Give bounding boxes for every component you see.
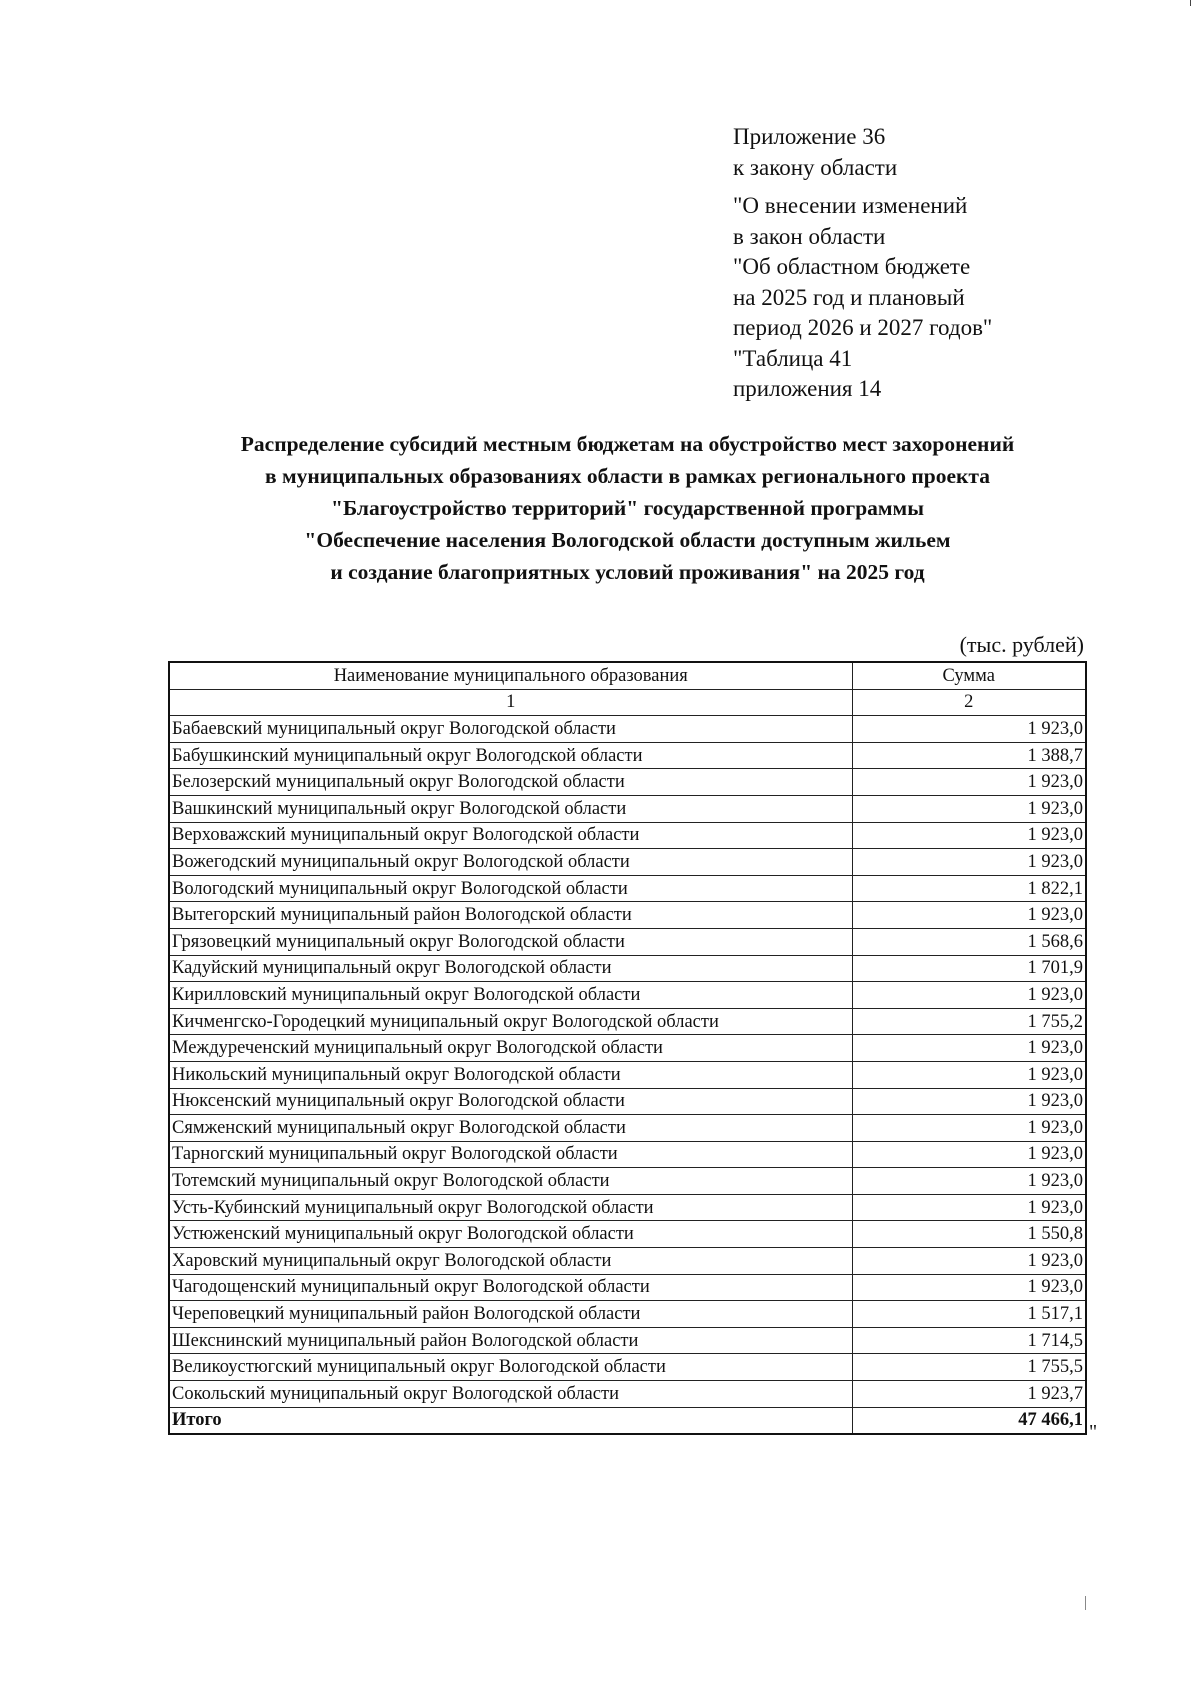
row-sum: 1 923,0 [852, 795, 1086, 822]
table-row [169, 1088, 1086, 1115]
row-name: Нюксенский муниципальный округ Вологодской области [169, 1088, 852, 1115]
table-row [169, 742, 1086, 769]
table-row [169, 1221, 1086, 1248]
column-number-2: 2 [852, 689, 1086, 716]
row-sum: 1 755,2 [852, 1008, 1086, 1035]
row-sum: 1 714,5 [852, 1327, 1086, 1354]
row-name: Устюженский муниципальный округ Вологодской области [169, 1221, 852, 1248]
title-line-1: Распределение субсидий местным бюджетам на обустройство мест захоронений [240, 432, 1015, 456]
row-name: Грязовецкий муниципальный округ Вологодской области [169, 928, 852, 955]
row-name: Сямженский муниципальный округ Вологодской области [169, 1115, 852, 1142]
row-name: Вытегорский муниципальный район Вологодской области [169, 902, 852, 929]
row-name: Кирилловский муниципальный округ Вологодской области [169, 982, 852, 1009]
table-row [169, 1168, 1086, 1195]
appendix-line-4: в закон области [733, 223, 886, 249]
appendix-line-6: на 2025 год и плановый [733, 284, 965, 310]
table-row [169, 928, 1086, 955]
row-sum: 1 550,8 [852, 1221, 1086, 1248]
appendix-line-8: "Таблица 41 [733, 345, 853, 371]
row-sum: 1 701,9 [852, 955, 1086, 982]
table-row [169, 795, 1086, 822]
table-row [169, 769, 1086, 796]
row-sum: 1 755,5 [852, 1354, 1086, 1381]
row-sum: 1 568,6 [852, 928, 1086, 955]
row-sum: 1 923,0 [852, 1194, 1086, 1221]
row-sum: 1 923,0 [852, 1035, 1086, 1062]
appendix-header [733, 122, 1113, 405]
row-name: Кичменгско-Городецкий муниципальный округ Вологодской области [169, 1008, 852, 1035]
appendix-line-5: "Об областном бюджете [733, 254, 971, 279]
table-row [169, 875, 1086, 902]
row-name: Никольский муниципальный округ Вологодской области [169, 1061, 852, 1088]
table-row [169, 902, 1086, 929]
table-row [169, 822, 1086, 849]
table-row [169, 1274, 1086, 1301]
scan-side-mark [1085, 1596, 1086, 1610]
row-name: Вашкинский муниципальный округ Вологодской области [169, 795, 852, 822]
header-sum: Сумма [852, 662, 1086, 689]
row-sum: 1 923,0 [852, 1274, 1086, 1301]
table-row [169, 1194, 1086, 1221]
scan-corner-mark [1190, 0, 1191, 6]
row-name: Сокольский муниципальный округ Вологодской области [169, 1381, 852, 1408]
total-row [169, 1407, 1086, 1434]
row-name: Вологодский муниципальный округ Вологодской области [169, 875, 852, 902]
table-row [169, 1248, 1086, 1275]
row-name: Вожегодский муниципальный округ Вологодской области [169, 849, 852, 876]
appendix-line-3: "О внесении изменений [733, 193, 968, 218]
appendix-line-7: период 2026 и 2027 годов" [733, 315, 993, 340]
table-row [169, 1301, 1086, 1328]
total-label: Итого [169, 1407, 852, 1434]
table-row [169, 1115, 1086, 1142]
appendix-line-1: Приложение 36 [733, 124, 886, 149]
table-row [169, 1381, 1086, 1408]
row-name: Чагодощенский муниципальный округ Вологодской области [169, 1274, 852, 1301]
table-row [169, 1008, 1086, 1035]
row-sum: 1 923,0 [852, 1061, 1086, 1088]
row-sum: 1 517,1 [852, 1301, 1086, 1328]
table-row [169, 716, 1086, 743]
row-name: Кадуйский муниципальный округ Вологодской области [169, 955, 852, 982]
row-sum: 1 923,0 [852, 849, 1086, 876]
title-line-4: "Обеспечение населения Вологодской области доступным жильем [304, 528, 951, 552]
column-number-1: 1 [169, 689, 852, 716]
row-sum: 1 388,7 [852, 742, 1086, 769]
table-row [169, 1035, 1086, 1062]
document-title [60, 428, 1195, 588]
row-name: Великоустюгский муниципальный округ Вологодской области [169, 1354, 852, 1381]
table-row [169, 1061, 1086, 1088]
row-name: Харовский муниципальный округ Вологодской области [169, 1248, 852, 1275]
row-sum: 1 923,0 [852, 769, 1086, 796]
table-row [169, 955, 1086, 982]
row-name: Тотемский муниципальный округ Вологодской области [169, 1168, 852, 1195]
row-sum: 1 923,0 [852, 902, 1086, 929]
row-name: Бабушкинский муниципальный округ Вологодской области [169, 742, 852, 769]
table-row [169, 849, 1086, 876]
row-sum: 1 923,0 [852, 1115, 1086, 1142]
table-row [169, 1141, 1086, 1168]
row-name: Шекснинский муниципальный район Вологодской области [169, 1327, 852, 1354]
title-line-2: в муниципальных образованиях области в рамках регионального проекта [265, 464, 990, 488]
subsidy-table [168, 661, 1087, 1435]
row-sum: 1 822,1 [852, 875, 1086, 902]
row-name: Белозерский муниципальный округ Вологодской области [169, 769, 852, 796]
header-name: Наименование муниципального образования [169, 662, 852, 689]
row-sum: 1 923,0 [852, 822, 1086, 849]
closing-quote: " [1089, 1421, 1098, 1443]
column-number-row [169, 689, 1086, 716]
row-sum: 1 923,0 [852, 1248, 1086, 1275]
appendix-line-9: приложения 14 [733, 376, 882, 401]
row-sum: 1 923,7 [852, 1381, 1086, 1408]
total-sum: 47 466,1 [852, 1407, 1086, 1434]
row-sum: 1 923,0 [852, 982, 1086, 1009]
row-name: Тарногский муниципальный округ Вологодской области [169, 1141, 852, 1168]
row-name: Усть-Кубинский муниципальный округ Вологодской области [169, 1194, 852, 1221]
row-sum: 1 923,0 [852, 1088, 1086, 1115]
appendix-line-2: к закону области [733, 154, 898, 180]
title-line-5: и создание благоприятных условий проживания" на 2025 год [330, 560, 925, 584]
row-sum: 1 923,0 [852, 1168, 1086, 1195]
row-name: Череповецкий муниципальный район Вологодской области [169, 1301, 852, 1328]
table-header-row [169, 662, 1086, 689]
table-row [169, 982, 1086, 1009]
row-name: Верховажский муниципальный округ Вологодской области [169, 822, 852, 849]
row-name: Междуреченский муниципальный округ Вологодской области [169, 1035, 852, 1062]
title-line-3: "Благоустройство территорий" государственной программы [331, 496, 924, 520]
row-sum: 1 923,0 [852, 1141, 1086, 1168]
table-row [169, 1354, 1086, 1381]
table-row [169, 1327, 1086, 1354]
units-label: (тыс. рублей) [959, 632, 1084, 657]
row-name: Бабаевский муниципальный округ Вологодской области [169, 716, 852, 743]
row-sum: 1 923,0 [852, 716, 1086, 743]
